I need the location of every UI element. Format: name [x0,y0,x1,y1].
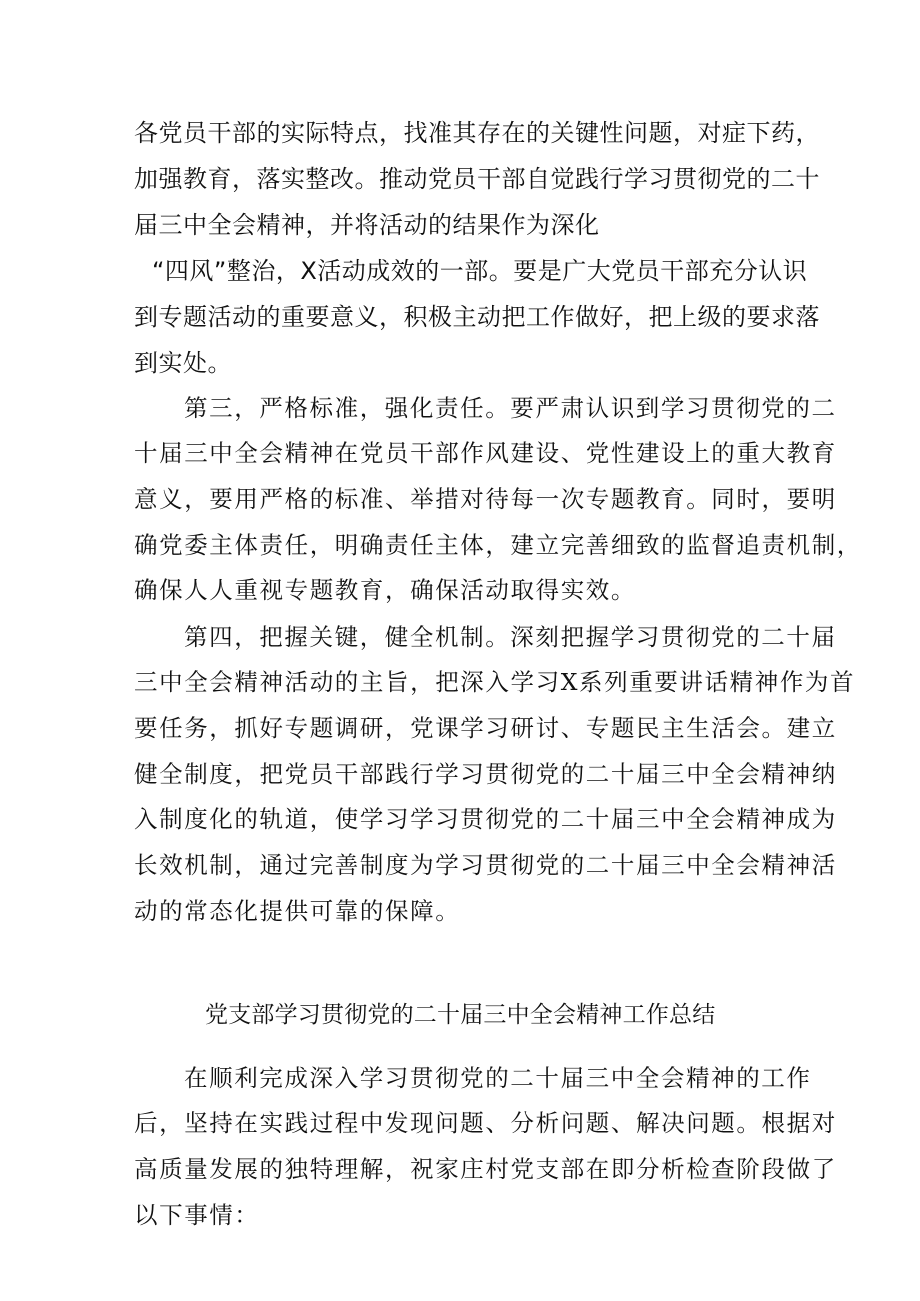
paragraph-line: 动的常态化提供可靠的保障。 [134,897,461,925]
paragraph-line: 在顺利完成深入学习贯彻党的二十届三中全会精神的工作 [184,1064,812,1092]
paragraph-line: 到实处。 [134,349,232,377]
paragraph-line: 届三中全会精神，并将活动的结果作为深化 [134,211,600,239]
paragraph-line: 三中全会精神活动的主旨，把深入学习X系列重要讲话精神作为首 [134,668,856,696]
paragraph-line: 高质量发展的独特理解，祝家庄村党支部在即分析检查阶段做了 [134,1155,837,1183]
paragraph-line: 后，坚持在实践过程中发现问题、分析问题、解决问题。根据对 [134,1109,837,1137]
paragraph-line: 确保人人重视专题教育，确保活动取得实效。 [134,576,636,604]
paragraph-line: 健全制度，把党员干部践行学习贯彻党的二十届三中全会精神纳 [134,760,837,788]
paragraph-line: 加强教育，落实整改。推动党员干部自觉践行学习贯彻党的二十 [134,165,820,193]
paragraph-line: 确党委主体责任，明确责任主体，建立完善细致的监督追责机制， [134,531,862,559]
paragraph-line: 十届三中全会精神在党员干部作风建设、党性建设上的重大教育 [134,439,837,467]
paragraph-line: 各党员干部的实际特点，找准其存在的关键性问题，对症下药， [134,119,820,147]
paragraph-line: 到专题活动的重要意义，积极主动把工作做好，把上级的要求落 [134,303,820,331]
paragraph-line: 要任务，抓好专题调研，党课学习研讨、专题民主生活会。建立 [134,714,837,742]
paragraph-line: 第四，把握关键，健全机制。深刻把握学习贯彻党的二十届 [184,623,837,651]
paragraph-line: 以下事情： [134,1201,260,1229]
paragraph-line: 意义，要用严格的标准、举措对待每一次专题教育。同时，要明 [134,485,837,513]
paragraph-line: 长效机制，通过完善制度为学习贯彻党的二十届三中全会精神活 [134,851,837,879]
section-heading: 党支部学习贯彻党的二十届三中全会精神工作总结 [205,1002,716,1028]
paragraph-line: 第三，严格标准，强化责任。要严肃认识到学习贯彻党的二 [184,394,837,422]
paragraph-line: “四风”整治，X活动成效的一部。要是广大党员干部充分认识 [152,257,808,285]
paragraph-line: 入制度化的轨道，使学习学习贯彻党的二十届三中全会精神成为 [134,805,837,833]
